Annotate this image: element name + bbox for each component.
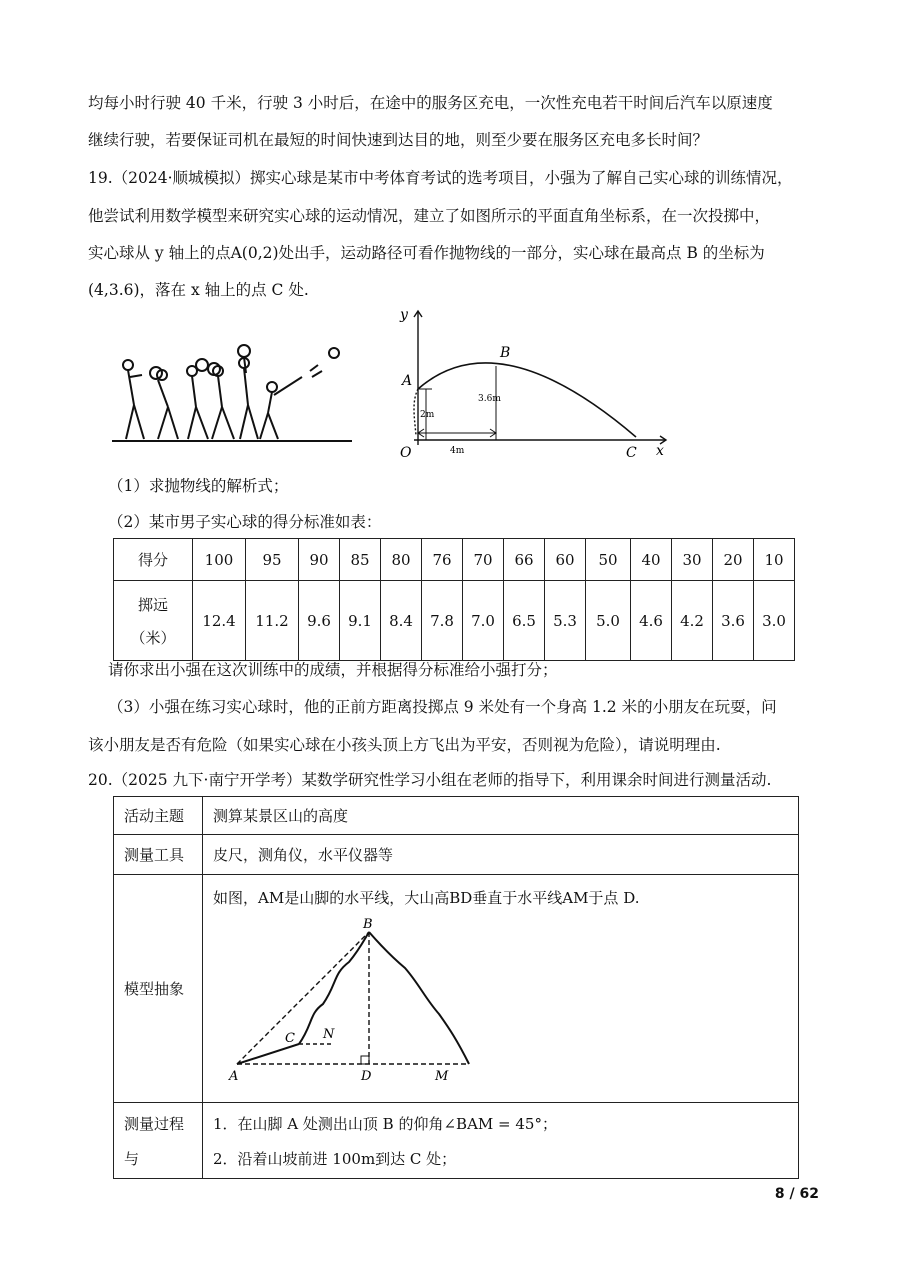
score-cell: 40 xyxy=(631,539,672,581)
shot-put-illustration xyxy=(112,335,352,445)
label-O: O xyxy=(400,445,412,461)
label-C: C xyxy=(285,1031,295,1046)
distance-cell: 4.2 xyxy=(672,581,713,661)
parabola-diagram xyxy=(388,305,678,465)
label-M: M xyxy=(435,1069,449,1084)
score-row xyxy=(114,539,795,581)
step-1: 1．在山脚 A 处测出山顶 B 的仰角∠BAM = 45°； xyxy=(213,1114,557,1133)
distance-header-b: （米） xyxy=(130,628,176,647)
score-cell: 85 xyxy=(340,539,381,581)
score-cell: 95 xyxy=(246,539,299,581)
intro-line-1: 均每小时行驶 40 千米，行驶 3 小时后，在途中的服务区充电，一次性充电若干时间后汽车以原速度 xyxy=(88,94,773,112)
score-cell: 100 xyxy=(193,539,246,581)
score-cell: 70 xyxy=(463,539,504,581)
distance-cell: 4.6 xyxy=(631,581,672,661)
score-cell: 80 xyxy=(381,539,422,581)
distance-cell: 11.2 xyxy=(246,581,299,661)
label-x: x xyxy=(656,443,664,459)
q19-part3-line-2: 该小朋友是否有危险（如果实心球在小孩头顶上方飞出为平安，否则视为危险），请说明理由. xyxy=(88,736,721,754)
label-A: A xyxy=(402,373,413,389)
theme-label: 活动主题 xyxy=(114,797,203,835)
distance-cell: 8.4 xyxy=(381,581,422,661)
score-cell: 66 xyxy=(504,539,545,581)
score-cell: 90 xyxy=(299,539,340,581)
distance-cell: 7.0 xyxy=(463,581,504,661)
distance-header xyxy=(114,581,193,661)
process-label-b: 与 xyxy=(124,1149,140,1168)
label-C: C xyxy=(626,445,637,461)
score-table xyxy=(113,538,795,661)
score-cell: 60 xyxy=(545,539,586,581)
distance-cell: 5.3 xyxy=(545,581,586,661)
q19-part2-ask: 请你求出小强在这次训练中的成绩，并根据得分标准给小强打分； xyxy=(108,661,558,679)
label-A: A xyxy=(229,1069,239,1084)
model-text: 如图，AM是山脚的水平线，大山高BD垂直于水平线AM于点 D. xyxy=(213,889,640,907)
distance-header-a: 掷远 xyxy=(137,595,168,614)
distance-cell: 5.0 xyxy=(586,581,631,661)
q19-line-3: 实心球从 y 轴上的点A(0,2)处出手，运动路径可看作抛物线的一部分，实心球在最高点 B 的坐标为 xyxy=(88,244,765,262)
q19-part3-line-1: （3）小强在练习实心球时，他的正前方距离投掷点 9 米处有一个身高 1.2 米的小朋友在玩耍，问 xyxy=(108,698,777,716)
distance-row xyxy=(114,581,795,661)
label-B: B xyxy=(500,345,511,361)
score-cell: 20 xyxy=(713,539,754,581)
page-number: 8 / 62 xyxy=(774,1186,819,1202)
process-label xyxy=(114,1103,203,1179)
process-steps xyxy=(203,1103,799,1179)
label-B: B xyxy=(363,917,373,932)
q19-part1: （1）求抛物线的解析式； xyxy=(108,477,289,495)
step-2: 2．沿着山坡前进 100m到达 C 处； xyxy=(213,1149,457,1168)
q20-line-1: 20.（2025 九下·南宁开学考）某数学研究性学习小组在老师的指导下，利用课余时间进行测量活动. xyxy=(88,771,772,789)
parabola-curve xyxy=(418,363,636,437)
distance-cell: 7.8 xyxy=(422,581,463,661)
distance-cell: 3.0 xyxy=(754,581,795,661)
score-cell: 50 xyxy=(586,539,631,581)
distance-cell: 12.4 xyxy=(193,581,246,661)
q19-line-4: (4,3.6)，落在 x 轴上的点 C 处. xyxy=(88,281,309,299)
label-y: y xyxy=(400,307,408,323)
tools-label: 测量工具 xyxy=(114,835,203,875)
model-cell xyxy=(203,875,799,1103)
distance-cell: 3.6 xyxy=(713,581,754,661)
model-label: 模型抽象 xyxy=(114,875,203,1103)
q19-part2: （2）某市男子实心球的得分标准如表： xyxy=(108,513,382,531)
score-cell: 30 xyxy=(672,539,713,581)
score-cell: 76 xyxy=(422,539,463,581)
label-3.6m: 3.6m xyxy=(478,394,501,404)
distance-cell: 9.6 xyxy=(299,581,340,661)
activity-table xyxy=(113,796,799,1179)
tools-value: 皮尺，测角仪，水平仪器等 xyxy=(203,835,799,875)
mountain-diagram xyxy=(213,914,493,1084)
label-4m: 4m xyxy=(450,446,465,456)
theme-value: 测算某景区山的高度 xyxy=(203,797,799,835)
intro-line-2: 继续行驶，若要保证司机在最短的时间快速到达目的地，则至少要在服务区充电多长时间？ xyxy=(88,131,709,149)
q19-line-2: 他尝试利用数学模型来研究实心球的运动情况，建立了如图所示的平面直角坐标系，在一次投掷中， xyxy=(88,207,771,225)
label-N: N xyxy=(323,1027,335,1042)
label-D: D xyxy=(361,1069,372,1084)
q19-line-1: 19.（2024·顺城模拟）掷实心球是某市中考体育考试的选考项目，小强为了解自己实心球的训练情况， xyxy=(88,169,793,187)
distance-cell: 9.1 xyxy=(340,581,381,661)
distance-cell: 6.5 xyxy=(504,581,545,661)
process-label-a: 测量过程 xyxy=(124,1114,185,1133)
score-header: 得分 xyxy=(114,539,193,581)
label-2m: 2m xyxy=(420,410,435,420)
score-cell: 10 xyxy=(754,539,795,581)
